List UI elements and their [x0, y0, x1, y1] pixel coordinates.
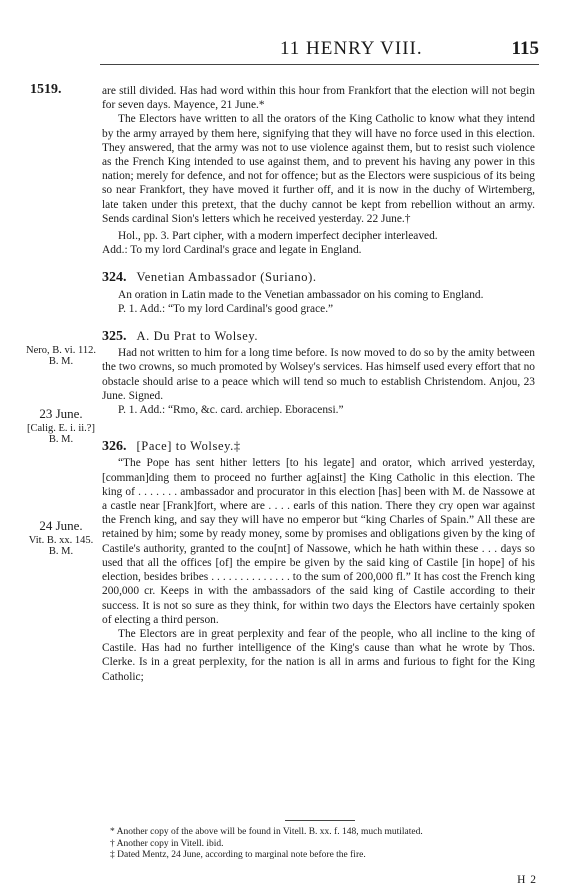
entry-number: 326.: [102, 439, 127, 455]
margin-date: 24 June.: [39, 518, 83, 533]
entry-number: 324.: [102, 270, 127, 286]
address-note: P. 1. Add.: “To my lord Cardinal's good grace.”: [118, 302, 334, 315]
margin-source: B. M.: [48, 546, 74, 557]
footnotes: [110, 820, 530, 862]
address-note: Add.: To my lord Cardinal's grace and legate in England.: [102, 244, 362, 257]
margin-note-324: [22, 345, 100, 367]
margin-note-326: [22, 518, 100, 557]
entry-heading: [102, 439, 535, 454]
running-header: [0, 38, 567, 60]
margin-year: 1519.: [30, 82, 62, 97]
margin-date: 23 June.: [39, 406, 83, 421]
entry-number: 325.: [102, 329, 127, 345]
holograph-note: Hol., pp. 3. Part cipher, with a modern imperfect decipher interleaved.: [118, 230, 438, 243]
margin-ref: Vit. B. xx. 145.: [28, 535, 94, 546]
header-rule: [100, 64, 539, 65]
main-text: [102, 84, 535, 684]
entry-325: [102, 329, 535, 417]
margin-source: B. M.: [48, 356, 74, 367]
page-number: 115: [511, 38, 539, 59]
running-title: 11 HENRY VIII.: [280, 38, 423, 59]
continuation-paragraph: are still divided. Has had word within this hour from Frankfort that the election will not begin for seven days. Mayence, 21 June.*: [102, 85, 535, 112]
entry-326: [102, 439, 535, 683]
entry-body: Had not written to him for a long time before. Is now moved to do so by the amity between the two crowns, so much promoted by Wolsey's services. Has himself used every effort that no obstacle should arise to a peace which will tend so much to establish Christendom. Anjou, 23 June. Signed.: [102, 347, 535, 402]
entry-title: A. Du Prat to Wolsey.: [136, 329, 259, 344]
margin-ref: [Calig. E. i. ii.?]: [27, 423, 95, 434]
margin-note-325: [22, 406, 100, 445]
entry-body: The Electors are in great perplexity and fear of the people, who all incline to the king of Castile. Has had no further intelligence of the King's cause than what he wrote by Thos. Clerke. Is in a great perplexity, for the nation is all in arms and furious to fight for the King Catholic;: [102, 627, 535, 683]
continuation-paragraph: The Electors have written to all the orators of the King Catholic to know what they intend by the army arrayed by them here, signifying that they will have no force used in this election. They answered, that the army was not to use violence against them, but to resist such violence as the French King intended to use against them, and to prevent his having any power in this nation; merely for defence, and not for offence; but as the Electors were suspicious of its being so near Frankfort, they have moved it further off, and it is now in the duchy of Wirtemberg, late taken under this pretext, that the duchy cannot be kept from rebellion without an army. Sends cardinal Sion's letters which he received yesterday. 22 June.†: [102, 113, 535, 225]
footnote: † Another copy in Vitell. ibid.: [110, 838, 224, 849]
margin-ref: Nero, B. vi. 112.: [26, 345, 96, 356]
entry-body: An oration in Latin made to the Venetian ambassador on his coming to England.: [118, 288, 484, 301]
footnote: ‡ Dated Mentz, 24 June, according to marginal note before the fire.: [110, 850, 366, 860]
entry-title: [Pace] to Wolsey.‡: [136, 439, 241, 454]
entry-heading: [102, 329, 535, 344]
footnote-rule: [285, 820, 355, 821]
entry-heading: [102, 270, 535, 285]
signature-mark: H 2: [517, 874, 537, 886]
entry-title: Venetian Ambassador (Suriano).: [136, 270, 317, 285]
entry-324: [102, 270, 535, 316]
footnote: * Another copy of the above will be found in Vitell. B. xx. f. 148, much mutilated.: [110, 827, 423, 837]
margin-source: B. M.: [48, 434, 74, 445]
entry-body: “The Pope has sent hither letters [to his legate] and orator, which arrived yesterday, [comman]ding them to proceed no further ag[ainst] the King Catholic in this election. The king of . . . . . . . ambassador and procurator in this election [has] been with M. de Nassowe at a castle near [Frank]fort, where are . . . . earls of this nation. There they cry open war against the French king, and say they will have no emperor but “king Charles of Spain.” All these are retained by him; some by ready money, some by promises and obligations given by the king of Castile's authority, granted to the cou[nt] of Nassowe, which he hath within these . . . days so used that all the offices [of] the empire be given by the said king of Castile [in hope] of his election, besides bribes . . . . . . . . . . . . . . to the sum of 200,000 fl.” It has cost the French king 200,000 cr. Keeps in with the ambassadors of the said king of Castile according to their success. It is not so sure as they think, for within two days the Electors have certainly spoken of electing a third person.: [102, 457, 535, 626]
address-note: P. 1. Add.: “Rmo, &c. card. archiep. Eboracensi.”: [118, 404, 344, 417]
